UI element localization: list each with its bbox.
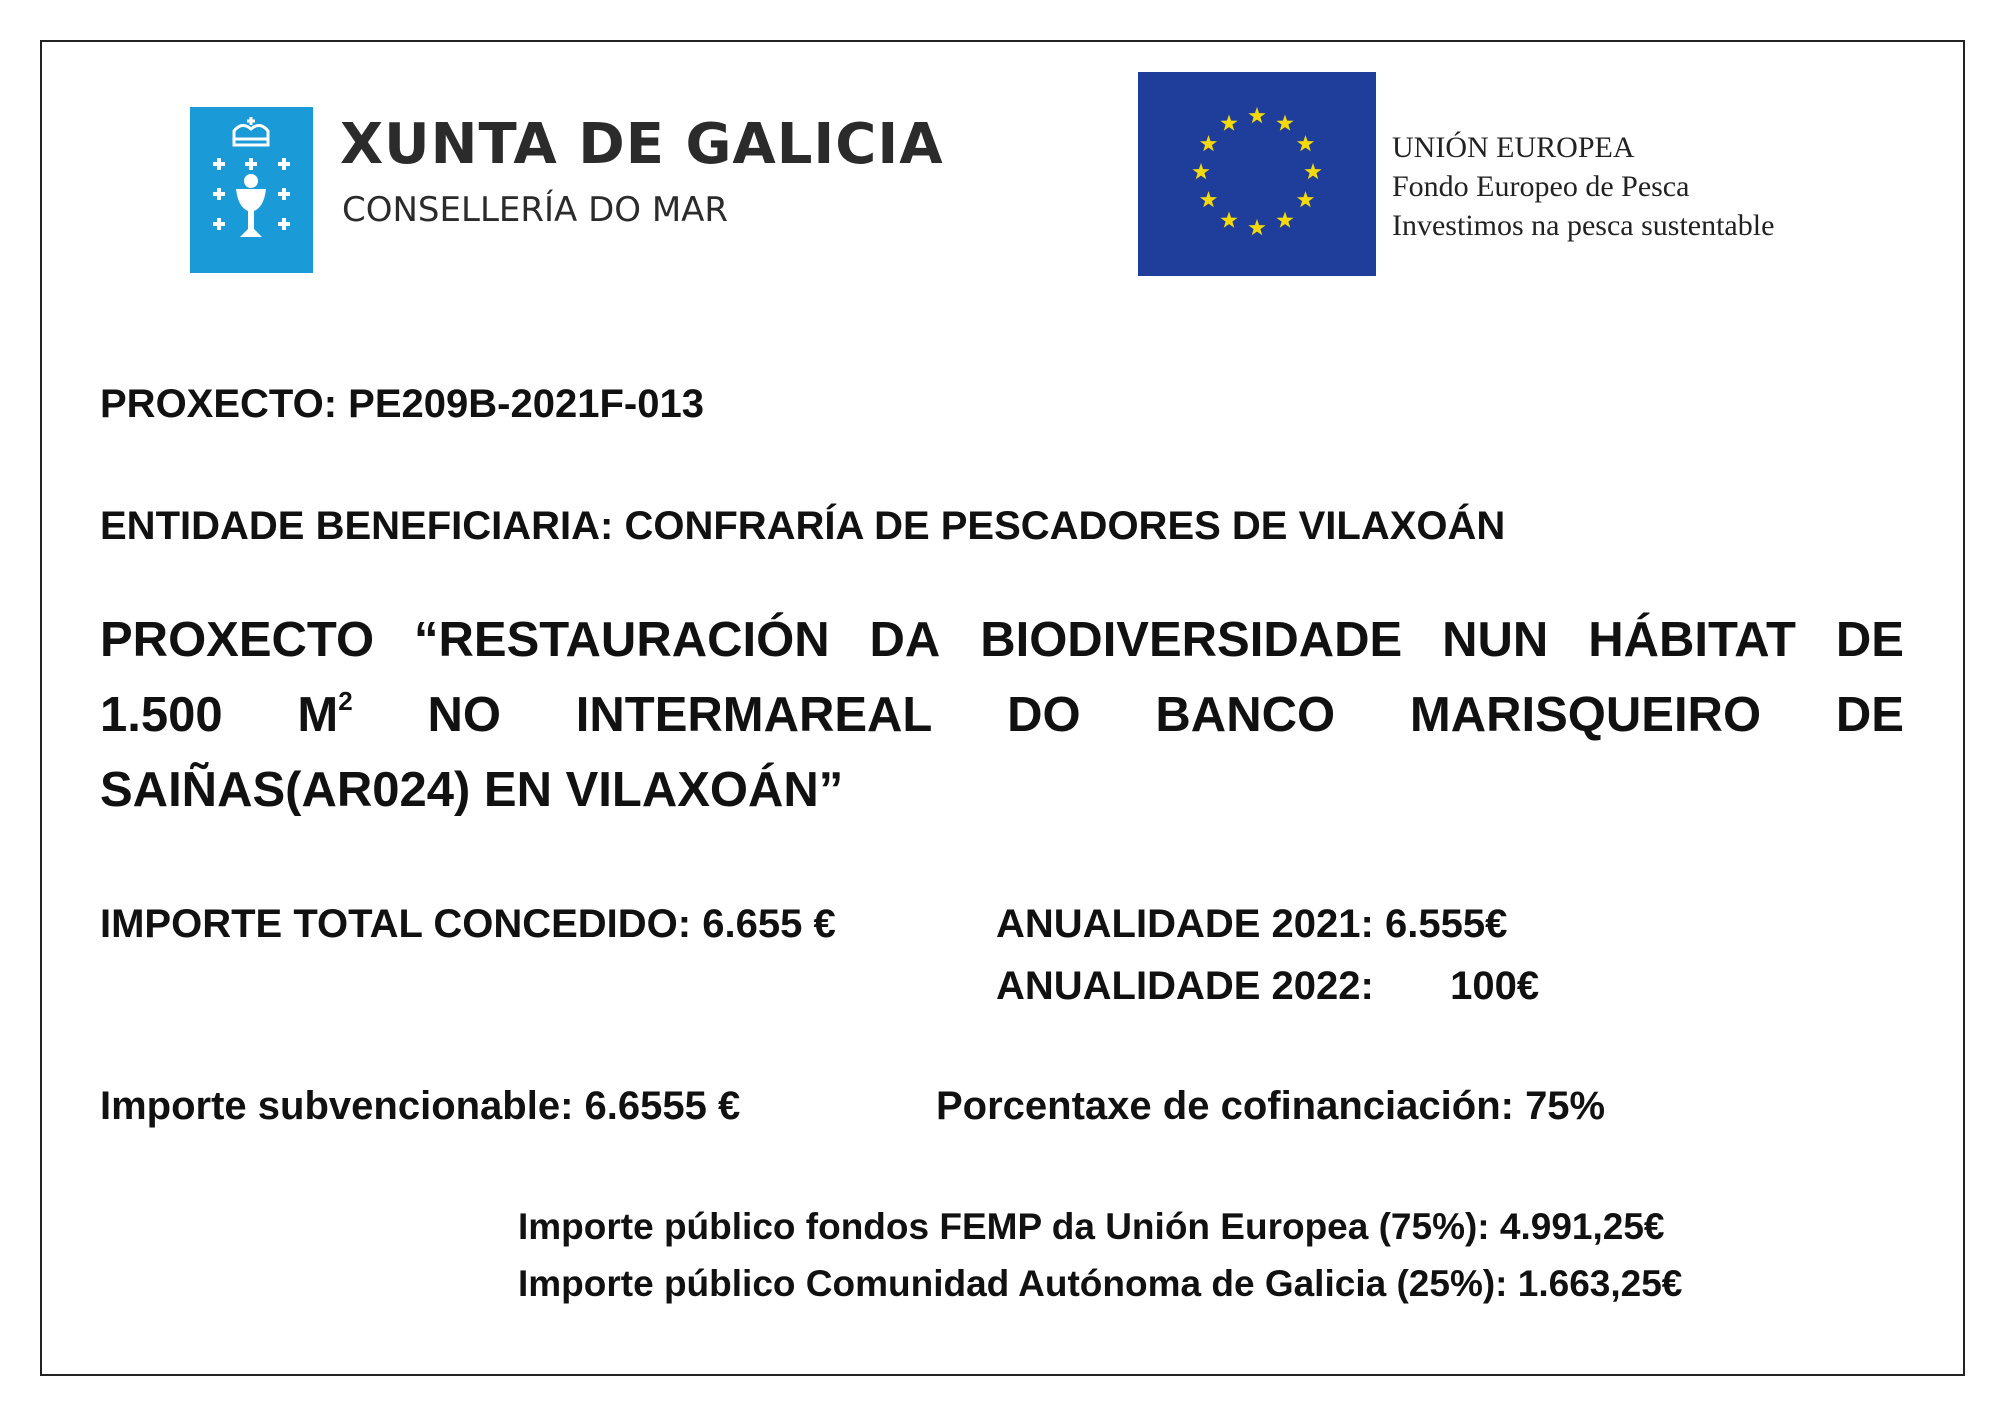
title-word-unit [297, 678, 352, 753]
eu-star-icon [1276, 212, 1293, 228]
title-word: MARISQUEIRO [1409, 688, 1762, 742]
unit-m: M [297, 688, 339, 742]
title-word: NO [427, 688, 501, 742]
eu-star-icon [1192, 163, 1209, 179]
title-word: HÁBITAT [1588, 613, 1796, 667]
eu-line-slogan: Investimos na pesca sustentable [1392, 209, 1775, 242]
title-word: DO [1007, 688, 1081, 742]
eu-star-icon [1297, 191, 1314, 207]
galicia-amount: Importe público Comunidad Autónoma de Galicia (25%): 1.663,25€ [518, 1263, 1683, 1304]
annuity-2022-value: 100€ [1450, 964, 1540, 1008]
eu-flag-icon [1138, 72, 1376, 276]
femp-amount: Importe público fondos FEMP da Unión Europea (75%): 4.991,25€ [518, 1206, 1665, 1247]
title-word: DE [1835, 688, 1904, 742]
title-word: BANCO [1155, 688, 1336, 742]
title-line-2 [100, 678, 1904, 753]
eu-star-icon [1297, 135, 1314, 151]
title-line-1 [100, 603, 1904, 678]
eu-star-icon [1220, 212, 1237, 228]
eu-star-icon [1248, 219, 1265, 235]
title-word: 1.500 [100, 688, 223, 742]
title-word: BIODIVERSIDADE [980, 613, 1403, 667]
eligible-amount: Importe subvencionable: 6.6555 € [100, 1084, 741, 1128]
xunta-title: XUNTA DE GALICIA [340, 112, 944, 177]
title-word: NUN [1442, 613, 1549, 667]
cofinancing-percentage: Porcentaxe de cofinanciación: 75% [936, 1084, 1606, 1128]
annuity-2021: ANUALIDADE 2021: 6.555€ [996, 902, 1508, 946]
beneficiary: ENTIDADE BENEFICIARIA: CONFRARÍA DE PESCADORES DE VILAXOÁN [100, 504, 1506, 548]
eu-star-icon [1200, 135, 1217, 151]
eu-line-union: UNIÓN EUROPEA [1392, 131, 1635, 164]
eu-star-icon [1304, 163, 1321, 179]
eu-line-fund: Fondo Europeo de Pesca [1392, 170, 1690, 203]
project-code: PROXECTO: PE209B-2021F-013 [100, 382, 704, 426]
eu-star-icon [1200, 191, 1217, 207]
eu-star-icon [1248, 107, 1265, 123]
annuity-2022-label: ANUALIDADE 2022: [996, 964, 1374, 1008]
title-word: INTERMAREAL [575, 688, 933, 742]
eu-star-icon [1276, 115, 1293, 131]
eu-star-icon [1220, 115, 1237, 131]
xunta-subtitle: CONSELLERÍA DO MAR [342, 190, 729, 230]
galicia-shield-icon [190, 107, 313, 273]
eu-fund-text [1392, 128, 1774, 245]
title-word: DA [869, 613, 941, 667]
title-word: “RESTAURACIÓN [414, 613, 830, 667]
total-amount: IMPORTE TOTAL CONCEDIDO: 6.655 € [100, 902, 836, 946]
title-line-3: SAIÑAS(AR024) EN VILAXOÁN” [100, 763, 844, 817]
annuity-2022 [996, 964, 1539, 1009]
project-title [100, 603, 1904, 828]
unit-superscript: 2 [338, 685, 353, 716]
title-word: DE [1835, 613, 1904, 667]
title-word: PROXECTO [100, 613, 375, 667]
